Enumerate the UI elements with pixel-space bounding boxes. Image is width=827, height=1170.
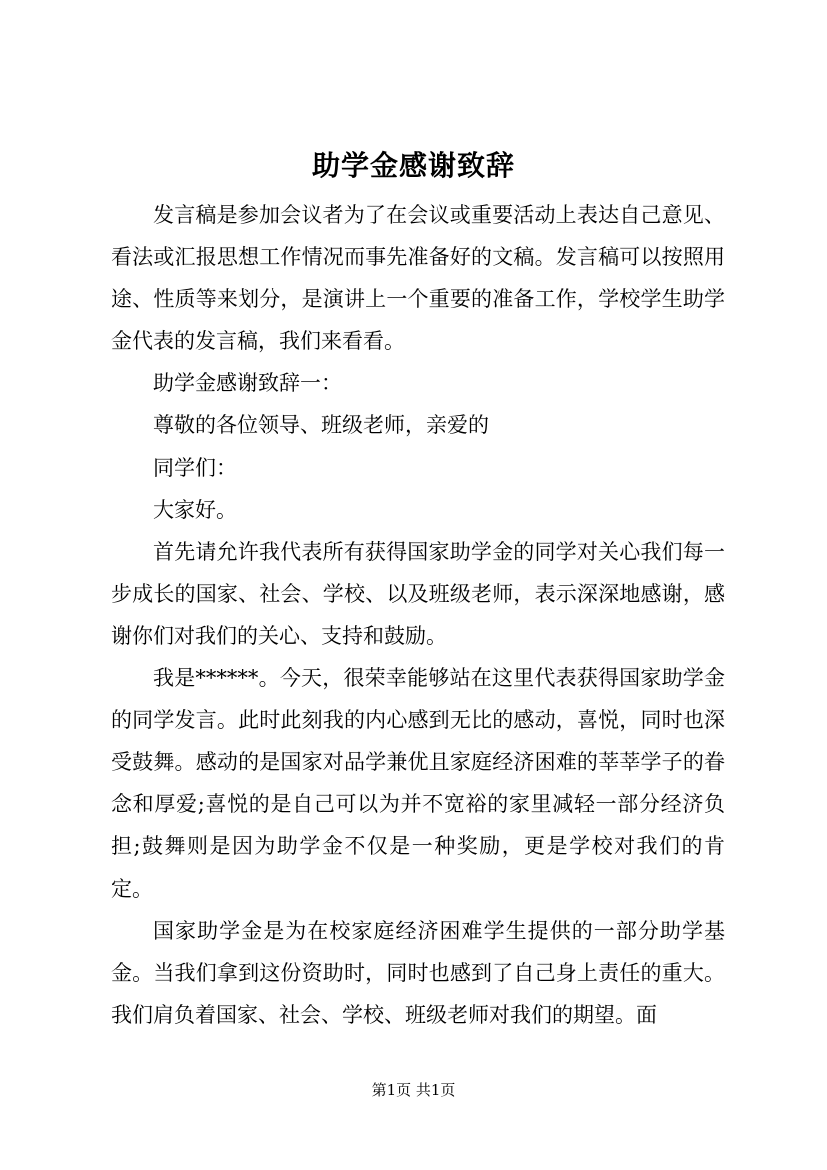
paragraph-speech-heading: 助学金感谢致辞一： [153, 371, 342, 396]
paragraph-intro: 发言稿是参加会议者为了在会议或重要活动上表达自己意见、看法或汇报思想工作情况而事先准备好的文稿。发言稿可以按照用途、性质等来划分，是演讲上一个重要的准备工作，学校学生助学金代表的发言稿，我们来看看。 [111, 203, 725, 354]
page-number-footer: 第1页 共1页 [371, 1081, 456, 1099]
paragraph-greeting: 大家好。 [153, 497, 237, 522]
paragraph-salutation: 尊敬的各位领导、班级老师，亲爱的 [153, 413, 489, 438]
document-body [111, 194, 725, 1036]
paragraph-fund-description: 国家助学金是为在校家庭经济困难学生提供的一部分助学基金。当我们拿到这份资助时，同时也感到了自己身上责任的重大。我们肩负着国家、社会、学校、班级老师对我们的期望。面 [111, 918, 725, 1027]
paragraph-thanks: 首先请允许我代表所有获得国家助学金的同学对关心我们每一步成长的国家、社会、学校、以及班级老师，表示深深地感谢，感谢你们对我们的关心、支持和鼓励。 [111, 539, 725, 648]
paragraph-self-intro: 我是******。今天，很荣幸能够站在这里代表获得国家助学金的同学发言。此时此刻我的内心感到无比的感动，喜悦，同时也深受鼓舞。感动的是国家对品学兼优且家庭经济困难的莘莘学子的眷念和厚爱;喜悦的是自己可以为并不宽裕的家里减轻一部分经济负担;鼓舞则是因为助学金不仅是一种奖励，更是学校对我们的肯定。 [111, 666, 725, 901]
document-title: 助学金感谢致辞 [311, 149, 515, 182]
paragraph-salutation-cont: 同学们： [153, 455, 237, 480]
